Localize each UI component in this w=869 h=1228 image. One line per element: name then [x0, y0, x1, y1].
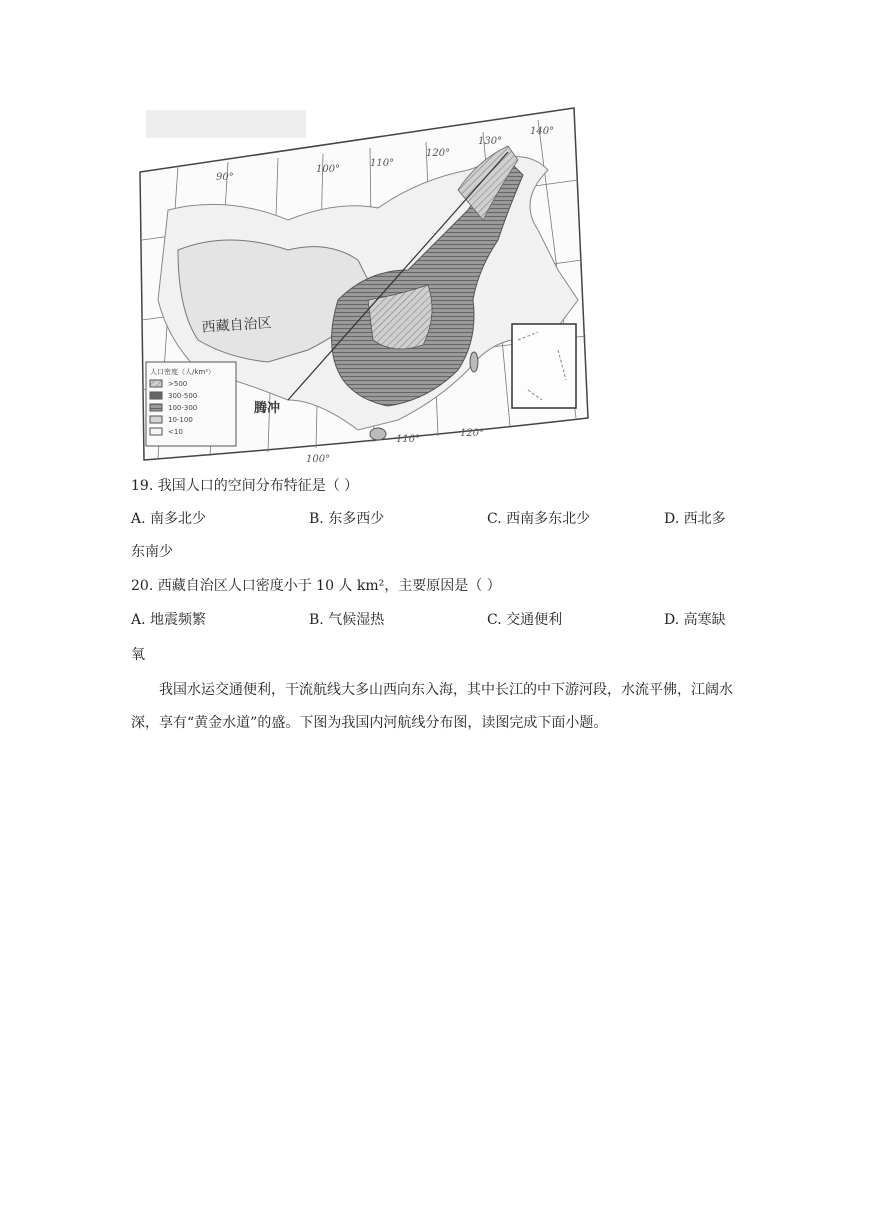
legend-label: >500 — [168, 380, 188, 388]
region-label: 西藏自治区 — [201, 315, 273, 336]
lon-label-top: 140° — [530, 126, 555, 137]
lon-label-top: 110° — [370, 158, 395, 169]
q20-option-c: C. 交通便利 — [487, 612, 563, 628]
lon-label-top: 120° — [426, 148, 451, 159]
legend-swatch — [150, 428, 162, 435]
legend-title: 人口密度（人/km²） — [150, 368, 216, 376]
reading-passage: 我国水运交通便利，干流航线大多山西向东入海，其中长江的中下游河段，水流平佛，江阔水深，享有“黄金水道”的盛。下图为我国内河航线分布图，读图完成下面小题。 — [131, 682, 733, 731]
lon-label-bottom: 120° — [460, 428, 485, 439]
lon-label-top: 100° — [316, 164, 341, 175]
scan-smudge — [146, 110, 306, 138]
q19-option-c: C. 西南多东北少 — [487, 511, 591, 527]
lon-label-bottom: 100° — [306, 454, 331, 465]
south-china-sea-inset — [512, 324, 576, 408]
q19-option-a: A. 南多北少 — [131, 511, 207, 527]
legend-label: 10-100 — [168, 416, 193, 424]
q20-option-a: A. 地震频繁 — [131, 612, 207, 628]
q19-option-b: B. 东多西少 — [309, 511, 385, 527]
legend-swatch — [150, 392, 162, 399]
lon-label-bottom: 110° — [396, 434, 421, 445]
q19-option-d: D. 西北多 — [664, 511, 726, 527]
lon-label-top: 130° — [478, 136, 503, 147]
legend-swatch — [150, 404, 162, 411]
legend-label: 300-500 — [168, 392, 198, 400]
taiwan-island — [470, 352, 478, 372]
question-19-stem: 19. 我国人口的空间分布特征是（ ） — [131, 478, 359, 494]
q20-option-d: D. 高寒缺 — [664, 612, 726, 628]
hainan-island — [370, 428, 386, 440]
population-density-map — [138, 100, 594, 472]
q20-option-d-continued: 氧 — [131, 647, 145, 663]
question-20-stem: 20. 西藏自治区人口密度小于 10 人 km²，主要原因是（ ） — [131, 578, 501, 594]
map-legend — [146, 362, 236, 446]
boundary-label: 腾冲 — [254, 401, 281, 416]
q19-option-d-continued: 东南少 — [131, 544, 173, 560]
q20-option-b: B. 气候湿热 — [309, 612, 385, 628]
map-svg — [138, 100, 594, 472]
legend-swatch — [150, 380, 162, 387]
legend-swatch — [150, 416, 162, 423]
lon-label-top: 90° — [216, 172, 234, 183]
legend-label: <10 — [168, 428, 183, 436]
legend-label: 100-300 — [168, 404, 198, 412]
